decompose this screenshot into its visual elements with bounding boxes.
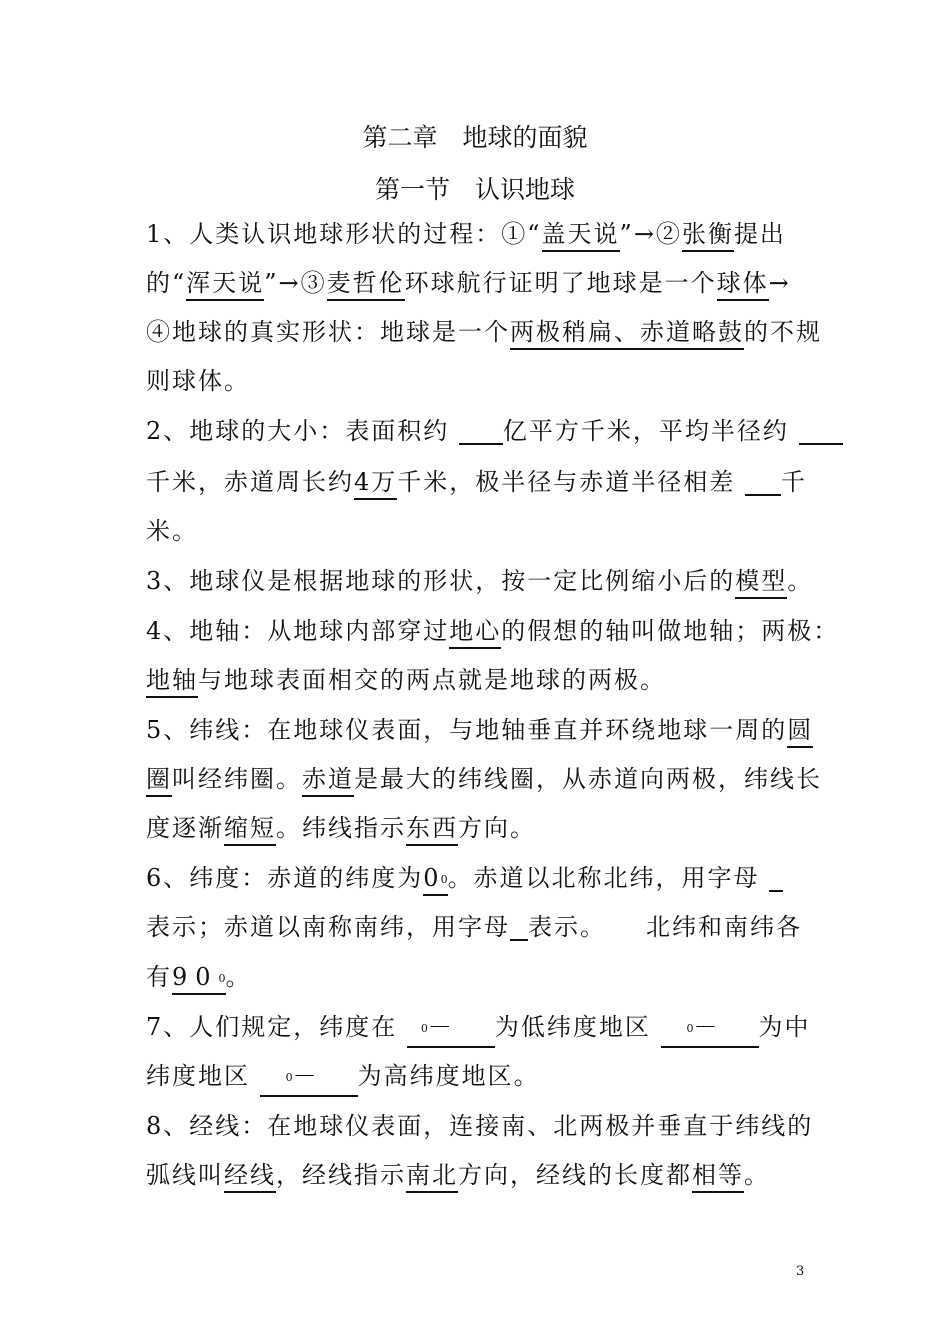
s1-line-1: 1、人类认识地球形状的过程：①“盖天说”→②张衡提出 [146,219,786,249]
s4-line-2: 地轴与地球表面相交的两点就是地球的两极。 [146,665,666,695]
blank-high-latitude[interactable]: 0－ [260,1061,358,1097]
s6-line-3: 有900。 [146,962,252,994]
blank-south-letter[interactable] [510,917,528,941]
blank-surface-area[interactable] [459,421,503,445]
s1-line-4: 则球体。 [146,367,250,395]
s6-line-2: 表示；赤道以南称南纬，用字母 表示。 北纬和南纬各 [146,913,802,941]
s1-line-2: 的“浑天说”→③麦哲伦环球航行证明了地球是一个球体→ [146,268,791,298]
s3-line-1: 3、地球仪是根据地球的形状，按一定比例缩小后的模型。 [146,566,813,596]
s5-line-1: 5、纬线：在地球仪表面，与地轴垂直并环绕地球一周的圆 [146,715,813,745]
s4-line-1: 4、地轴：从地球内部穿过地心的假想的轴叫做地轴；两极： [146,616,839,646]
blank-mid-latitude[interactable]: 0－ [661,1012,759,1048]
page-number: 3 [796,1264,805,1279]
s7-line-1: 7、人们规定，纬度在 0－ 为低纬度地区 0－ 为中 [146,1012,811,1048]
s2-line-3: 米。 [146,517,198,545]
s6-line-1: 6、纬度：赤道的纬度为00。赤道以北称北纬，用字母 [146,863,783,895]
s8-line-2: 弧线叫经线，经线指示南北方向，经线的长度都相等。 [146,1160,770,1190]
section-title: 第一节 认识地球 [374,175,575,204]
blank-radius-difference[interactable] [745,472,781,496]
s8-line-1: 8、经线：在地球仪表面，连接南、北两极并垂直于纬线的 [146,1112,814,1140]
s5-line-3: 度逐渐缩短。纬线指示东西方向。 [146,813,536,843]
blank-low-latitude[interactable]: 0－ [407,1012,495,1048]
s5-line-2: 圈叫经纬圈。赤道是最大的纬线圈，从赤道向两极，纬线长 [146,764,822,794]
chapter-title: 第二章 地球的面貌 [362,123,588,152]
s2-line-2: 千米，赤道周长约4万千米，极半径与赤道半径相差 千 [146,467,807,497]
s7-line-2: 纬度地区 0－ 为高纬度地区。 [146,1061,540,1097]
blank-mean-radius[interactable] [799,421,843,445]
s2-line-1: 2、地球的大小：表面积约 亿平方千米，平均半径约 [146,416,843,446]
blank-north-letter[interactable] [769,868,783,892]
s1-line-3: ④地球的真实形状：地球是一个两极稍扁、赤道略鼓的不规 [146,317,822,347]
